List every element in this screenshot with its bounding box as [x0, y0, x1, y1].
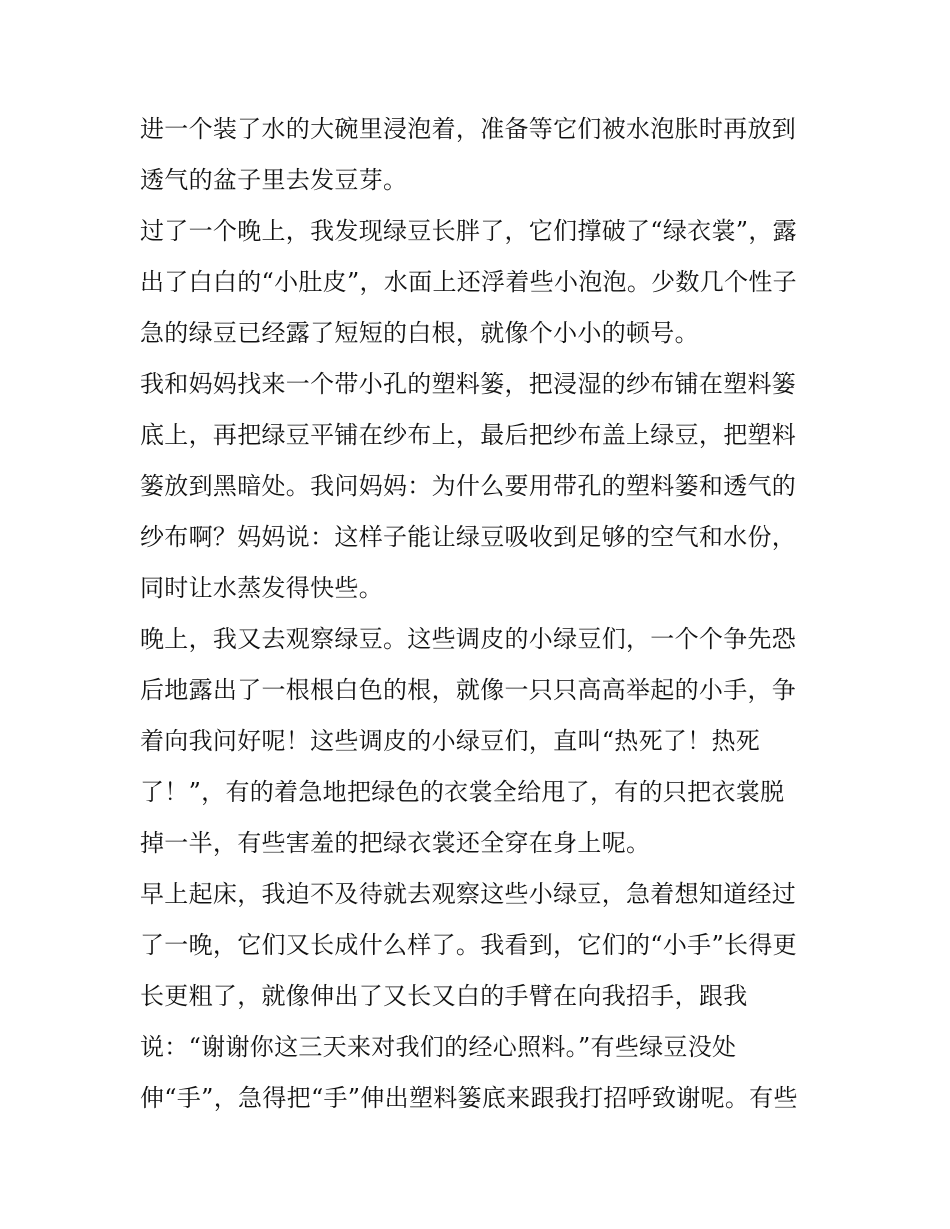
text-line-8: 篓放到黑暗处。我问妈妈：为什么要用带孔的塑料篓和透气的 [140, 472, 797, 500]
text-line-12: 后地露出了一根根白色的根，就像一只只高高举起的小手，争 [140, 676, 797, 704]
text-line-5: 急的绿豆已经露了短短的白根，就像个小小的顿号。 [140, 319, 699, 347]
text-line-3: 过了一个晚上，我发现绿豆长胖了，它们撑破了“绿衣裳”，露 [140, 217, 797, 245]
text-line-10: 同时让水蒸发得快些。 [140, 574, 383, 602]
document-body [140, 104, 820, 1124]
text-line-16: 早上起床，我迫不及待就去观察这些小绿豆，急着想知道经过 [140, 880, 797, 908]
text-line-9: 纱布啊？妈妈说：这样子能让绿豆吸收到足够的空气和水份， [140, 523, 797, 551]
text-line-17: 了一晚，它们又长成什么样了。我看到，它们的“小手”长得更 [140, 931, 797, 959]
text-line-14: 了！”，有的着急地把绿色的衣裳全给甩了，有的只把衣裳脱 [140, 778, 785, 806]
text-line-13: 着向我问好呢！这些调皮的小绿豆们，直叫“热死了！热死 [140, 727, 761, 755]
text-line-18: 长更粗了，就像伸出了又长又白的手臂在向我招手，跟我 [140, 982, 748, 1010]
text-line-6: 我和妈妈找来一个带小孔的塑料篓，把浸湿的纱布铺在塑料篓 [140, 370, 797, 398]
text-line-7: 底上，再把绿豆平铺在纱布上，最后把纱布盖上绿豆，把塑料 [140, 421, 797, 449]
text-line-19: 说：“谢谢你这三天来对我们的经心照料。”有些绿豆没处 [140, 1033, 737, 1061]
text-line-1: 进一个装了水的大碗里浸泡着，准备等它们被水泡胀时再放到 [140, 115, 797, 143]
text-line-2: 透气的盆子里去发豆芽。 [140, 166, 408, 194]
text-line-11: 晚上，我又去观察绿豆。这些调皮的小绿豆们，一个个争先恐 [140, 625, 797, 653]
text-line-15: 掉一半，有些害羞的把绿衣裳还全穿在身上呢。 [140, 829, 651, 857]
text-line-20: 伸“手”，急得把“手”伸出塑料篓底来跟我打招呼致谢呢。有些 [140, 1084, 798, 1112]
text-line-4: 出了白白的“小肚皮”，水面上还浮着些小泡泡。少数几个性子 [140, 268, 797, 296]
